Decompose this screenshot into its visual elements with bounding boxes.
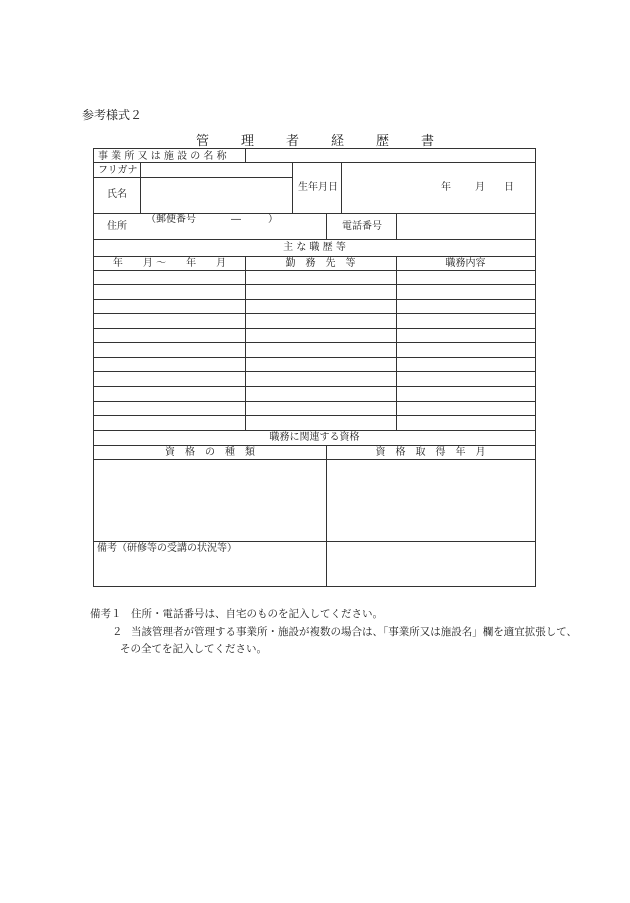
- career-row-line: [94, 342, 535, 343]
- name-label: 氏名: [107, 189, 127, 200]
- title-char: 者: [285, 134, 299, 149]
- career-section-title: 主 な 職 歴 等: [283, 242, 346, 253]
- career-column-divider: [396, 256, 397, 430]
- divider: [94, 162, 535, 163]
- address-label: 住所: [107, 221, 127, 232]
- postal-code-open: （郵便番号: [146, 214, 196, 225]
- career-period-header: 年 月 ～ 年 月: [112, 258, 227, 269]
- career-row-line: [94, 313, 535, 314]
- note-2-continuation: その全てを記入してください。: [120, 643, 267, 655]
- document-title: [0, 130, 630, 149]
- qualification-column-divider: [326, 445, 327, 586]
- career-workplace-header: 勤 務 先 等: [285, 258, 356, 269]
- career-row-line: [94, 299, 535, 300]
- career-duties-header: 職務内容: [445, 258, 486, 269]
- divider: [140, 162, 141, 213]
- divider: [341, 162, 342, 213]
- note-2-number: ２: [112, 626, 123, 638]
- title-char: 理: [240, 134, 254, 149]
- career-form: [93, 148, 536, 587]
- divider: [292, 162, 293, 213]
- postal-code-dash: ―: [231, 214, 241, 225]
- divider: [94, 177, 292, 178]
- title-char: 経: [331, 134, 345, 149]
- note-1-text: 住所・電話番号は、自宅のものを記入してください。: [131, 608, 383, 620]
- qualification-acquired-header: 資 格 取 得 年 月: [375, 447, 486, 458]
- career-row-line: [94, 371, 535, 372]
- title-char: 歴: [376, 134, 390, 149]
- career-row-line: [94, 328, 535, 329]
- postal-code-close: ）: [268, 214, 278, 225]
- career-row-line: [94, 386, 535, 387]
- title-char: 書: [421, 134, 435, 149]
- career-row-line: [94, 415, 535, 416]
- career-row-line: [94, 357, 535, 358]
- divider: [94, 270, 535, 271]
- career-row-line: [94, 284, 535, 285]
- birthdate-year: 年: [441, 182, 451, 193]
- birthdate-month: 月: [475, 182, 485, 193]
- birthdate-day: 日: [504, 182, 514, 193]
- birthdate-label: 生年月日: [298, 182, 338, 193]
- divider: [94, 459, 535, 460]
- divider: [396, 213, 397, 239]
- sample-form-label: 参考様式２: [82, 108, 143, 122]
- facility-name-label: 事 業 所 又 は 施 設 の 名 称: [98, 151, 227, 162]
- note-2-text: 当該管理者が管理する事業所・施設が複数の場合は、「事業所又は施設名」欄を適宜拡張して、: [131, 626, 578, 638]
- divider: [94, 239, 535, 240]
- qualification-type-header: 資 格 の 種 類: [165, 447, 255, 458]
- remarks-label: 備考（研修等の受講の状況等）: [97, 543, 237, 554]
- divider: [245, 149, 246, 162]
- career-column-divider: [245, 256, 246, 430]
- career-row-line: [94, 401, 535, 402]
- phone-label: 電話番号: [342, 221, 382, 232]
- note-1-number: 備考１: [90, 608, 122, 620]
- divider: [326, 213, 327, 239]
- title-char: 管: [195, 134, 209, 149]
- furigana-label: フリガナ: [98, 165, 138, 176]
- qualification-section-title: 職務に関連する資格: [269, 432, 360, 443]
